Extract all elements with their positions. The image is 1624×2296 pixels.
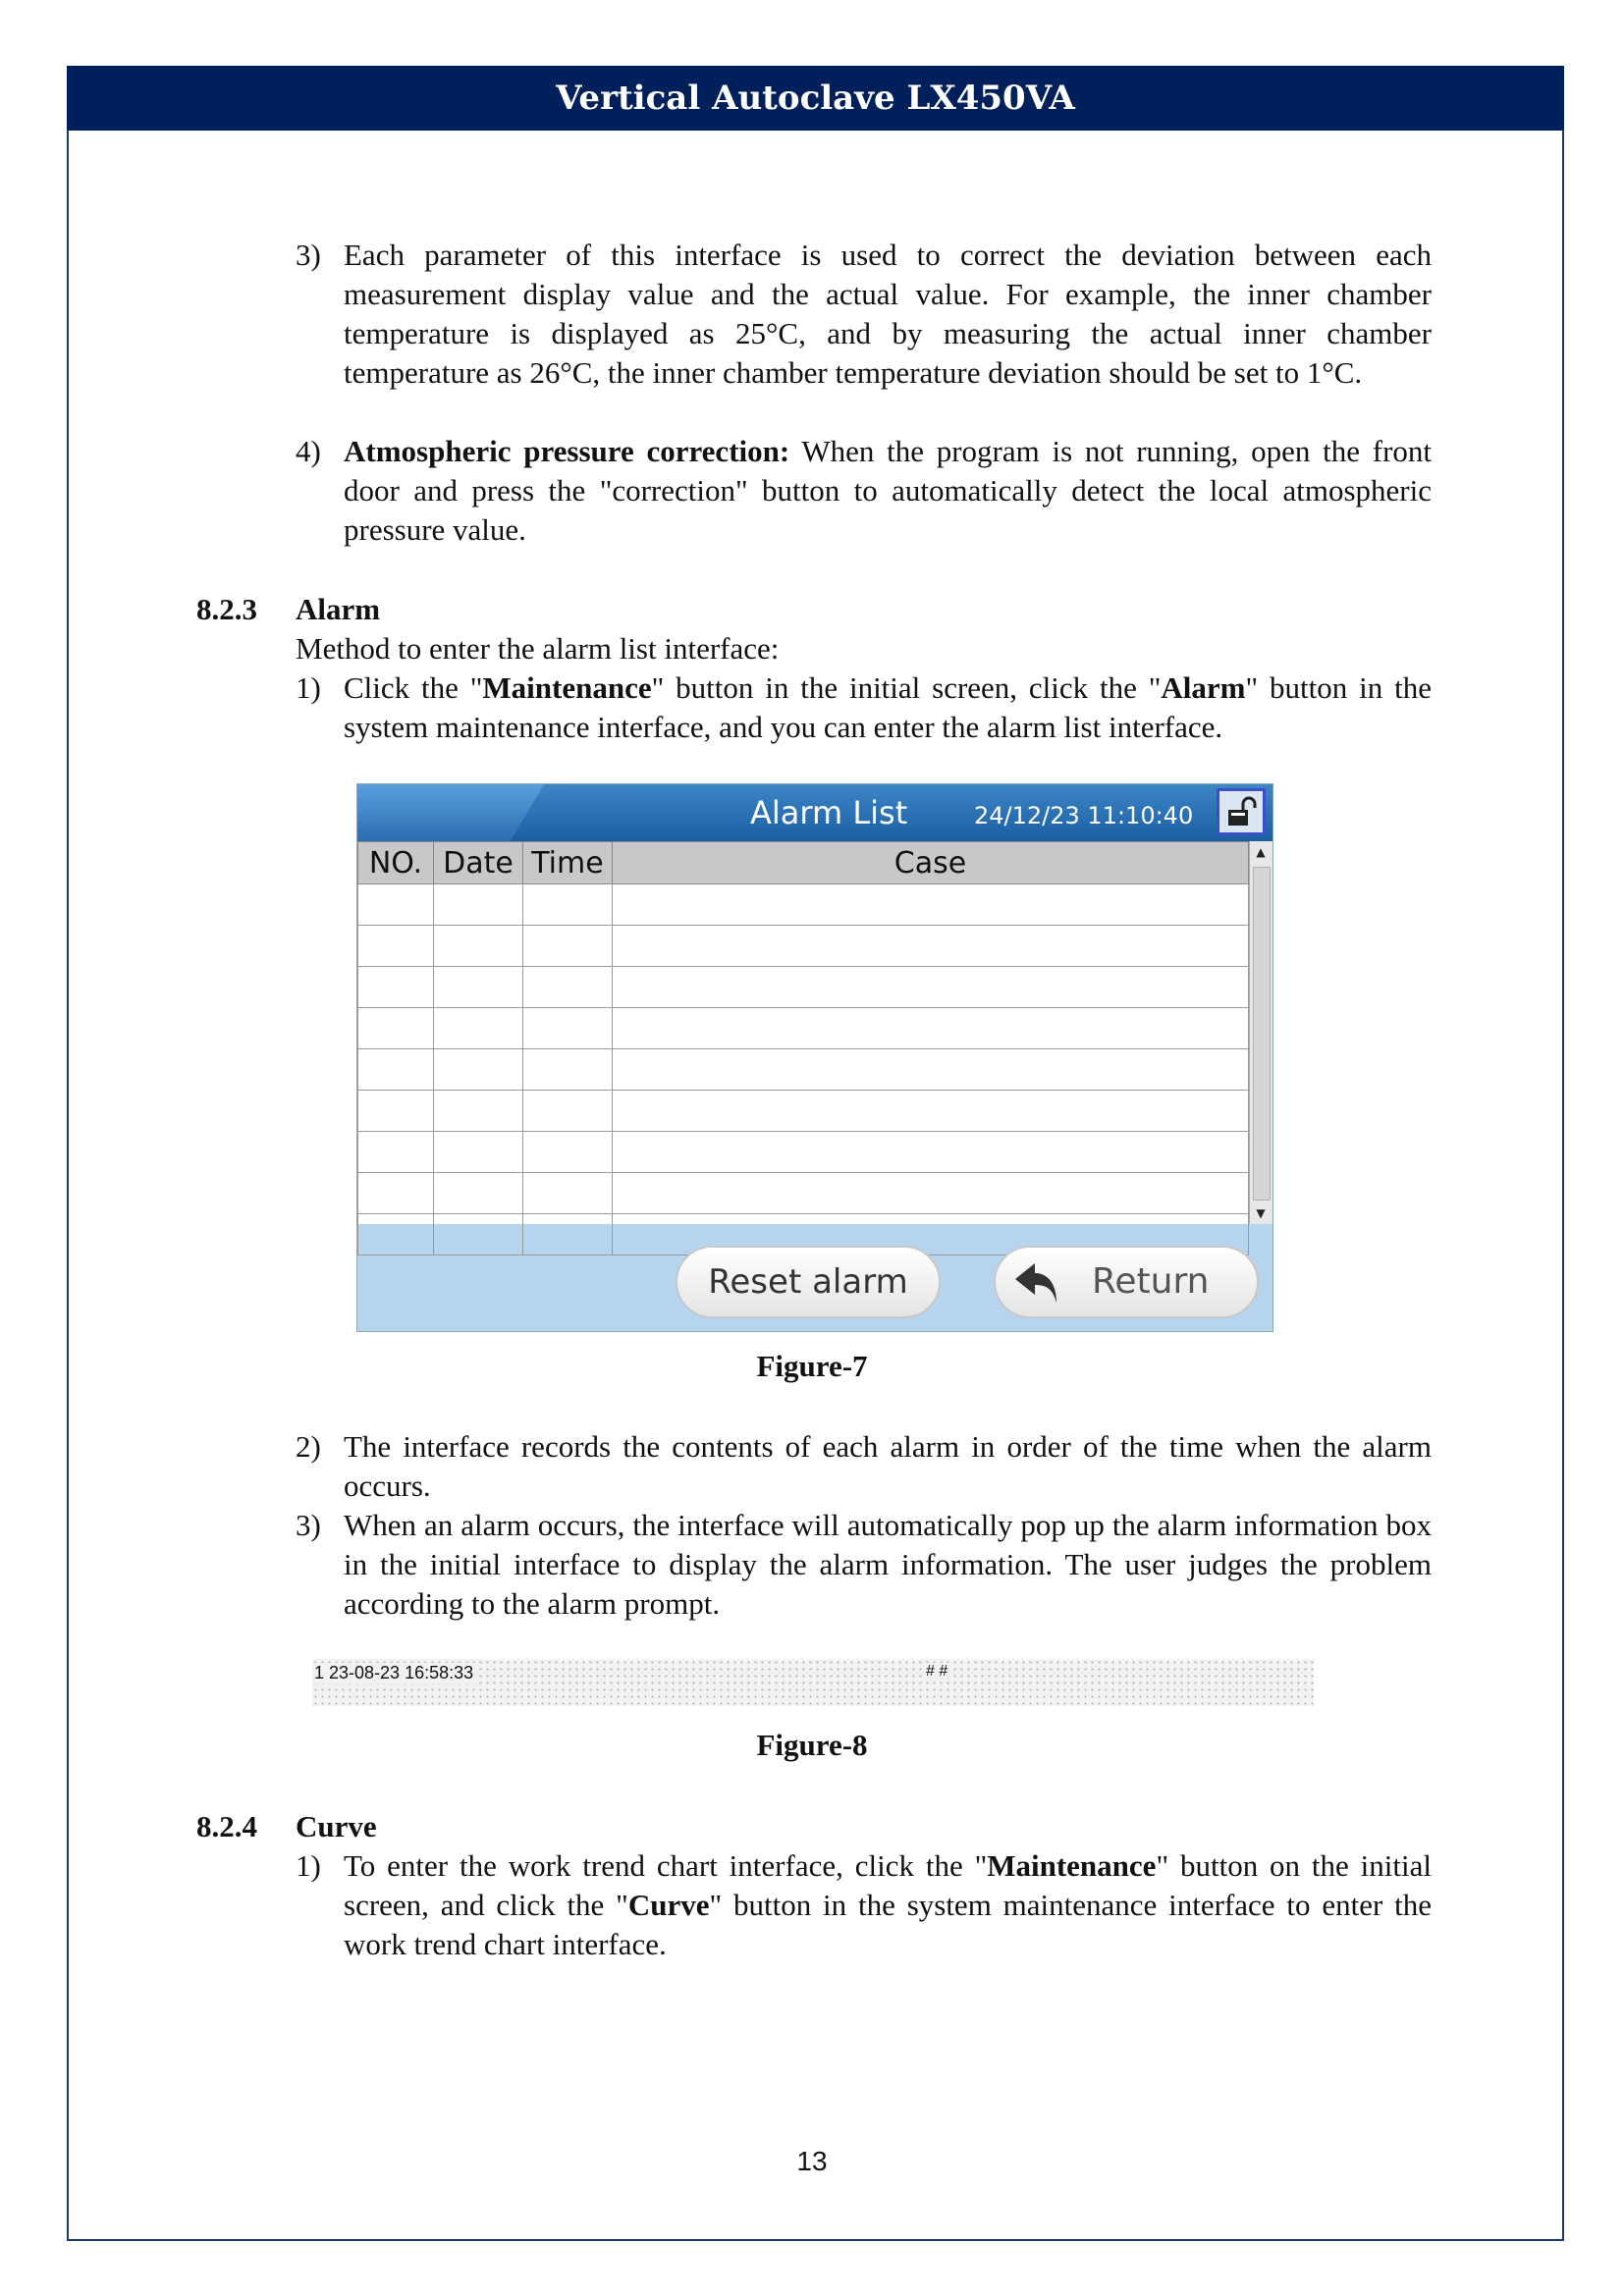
column-header-no: NO. [358, 842, 434, 884]
bold-term: Alarm [1161, 670, 1246, 705]
table-cell [358, 967, 434, 1008]
title-bar-accent [357, 784, 544, 841]
table-row[interactable] [358, 967, 1249, 1008]
paragraph-deviation: Each parameter of this interface is used to correct the deviation between each measurement display value and the actual value. For example, the inner chamber temperature is displayed as 25°C, and by measuring the actual inner chamber temperature as 26°C, the inner chamber temperature deviation should be set to 1°C. [344, 238, 1432, 390]
table-cell [358, 1008, 434, 1049]
table-cell [523, 1214, 613, 1255]
return-label: Return [1092, 1261, 1210, 1302]
figure-caption: Figure-8 [756, 1728, 868, 1762]
alarm-info-strip [312, 1659, 1314, 1706]
table-cell [434, 1049, 523, 1091]
return-arrow-icon [1011, 1259, 1066, 1307]
text: " button in the initial screen, click the " [651, 670, 1162, 705]
table-cell [358, 1049, 434, 1091]
paragraph-atm-pressure [344, 432, 1432, 550]
table-row[interactable] [358, 1173, 1249, 1214]
table-scrollbar[interactable] [1249, 841, 1272, 1224]
figure-caption: Figure-7 [756, 1349, 868, 1383]
text: " button in the system maintenance interface to enter the work trend chart interface. [344, 1888, 1432, 1961]
bold-term: Curve [627, 1888, 710, 1922]
section-number: 8.2.3 [196, 592, 257, 626]
table-cell [523, 1008, 613, 1049]
column-header-time: Time [523, 842, 613, 884]
table-row[interactable] [358, 884, 1249, 926]
table-cell [358, 884, 434, 926]
text: To enter the work trend chart interface, click the " [344, 1848, 988, 1883]
table-cell [358, 926, 434, 967]
section-title: Alarm [296, 592, 381, 626]
list-number: 3) [296, 1508, 321, 1542]
table-cell [523, 1091, 613, 1132]
list-number: 3) [296, 238, 321, 272]
bold-term: Atmospheric pressure correction: [344, 434, 790, 468]
table-cell [523, 926, 613, 967]
table-cell [358, 1173, 434, 1214]
header-title: Vertical Autoclave LX450VA [556, 79, 1075, 118]
list-number: 4) [296, 434, 321, 468]
alarm-intro: Method to enter the alarm list interface: [296, 631, 780, 666]
paragraph-enter-alarm [344, 668, 1432, 747]
paragraph-records: The interface records the contents of each alarm in order of the time when the alarm occurs. [344, 1429, 1432, 1503]
table-cell [613, 1091, 1249, 1132]
table-row[interactable] [358, 1132, 1249, 1173]
table-cell [613, 926, 1249, 967]
table-row[interactable] [358, 1008, 1249, 1049]
paragraph-text: When the program is not running, open the front door and press the "correction" button to automatically detect the local atmospheric pressure value. [344, 434, 1433, 547]
section-title: Curve [296, 1809, 377, 1843]
table-cell [523, 1049, 613, 1091]
table-cell [523, 1132, 613, 1173]
scroll-down-icon[interactable]: ▼ [1256, 1206, 1266, 1220]
table-cell [613, 1132, 1249, 1173]
alarm-info-text: 1 23-08-23 16:58:33 [314, 1663, 477, 1683]
return-button[interactable] [994, 1246, 1259, 1318]
table-cell [358, 1091, 434, 1132]
screen-datetime: 24/12/23 11:10:40 [974, 802, 1194, 829]
table-cell [434, 926, 523, 967]
screen-title-bar [357, 784, 1272, 841]
table-header-row [358, 842, 1249, 884]
table-row[interactable] [358, 1049, 1249, 1091]
table-cell [613, 967, 1249, 1008]
table-row[interactable] [358, 1091, 1249, 1132]
alarm-list-screen [356, 783, 1273, 1332]
lock-button[interactable] [1217, 788, 1266, 835]
table-cell [434, 967, 523, 1008]
column-header-date: Date [434, 842, 523, 884]
column-header-case: Case [613, 842, 1249, 884]
alarm-info-hash: # # [923, 1663, 950, 1681]
text: " button on the initial screen, and click the " [344, 1848, 1432, 1922]
table-cell [434, 1214, 523, 1255]
table-cell [434, 1173, 523, 1214]
table-cell [523, 884, 613, 926]
page-header [67, 66, 1564, 131]
screen-title: Alarm List [750, 794, 908, 831]
table-cell [358, 1214, 434, 1255]
reset-alarm-button[interactable]: Reset alarm [676, 1246, 941, 1318]
bold-term: Maintenance [987, 1848, 1157, 1883]
table-cell [358, 1132, 434, 1173]
table-cell [613, 1049, 1249, 1091]
unlock-icon [1225, 796, 1259, 829]
paragraph-popup: When an alarm occurs, the interface will automatically pop up the alarm information box in the initial interface to display the alarm information. The user judges the problem according to the alarm prompt. [344, 1508, 1432, 1621]
table-cell [613, 1173, 1249, 1214]
table-cell [523, 967, 613, 1008]
list-number: 2) [296, 1429, 321, 1464]
section-number: 8.2.4 [196, 1809, 257, 1843]
table-cell [613, 1008, 1249, 1049]
alarm-table [357, 841, 1249, 1224]
page-number: 13 [796, 2146, 828, 2176]
table-cell [613, 884, 1249, 926]
text: Click the " [344, 670, 483, 705]
scroll-up-icon[interactable]: ▲ [1256, 845, 1266, 859]
paragraph-enter-curve [344, 1846, 1432, 1964]
scroll-thumb[interactable] [1253, 867, 1271, 1201]
table-row[interactable] [358, 926, 1249, 967]
text: " button in the system maintenance interface, and you can enter the alarm list interface. [344, 670, 1432, 744]
list-number: 1) [296, 670, 321, 705]
table-cell [434, 1091, 523, 1132]
bold-term: Maintenance [482, 670, 652, 705]
table-cell [434, 884, 523, 926]
list-number: 1) [296, 1848, 321, 1883]
table-cell [523, 1173, 613, 1214]
table-cell [434, 1008, 523, 1049]
table-cell [434, 1132, 523, 1173]
